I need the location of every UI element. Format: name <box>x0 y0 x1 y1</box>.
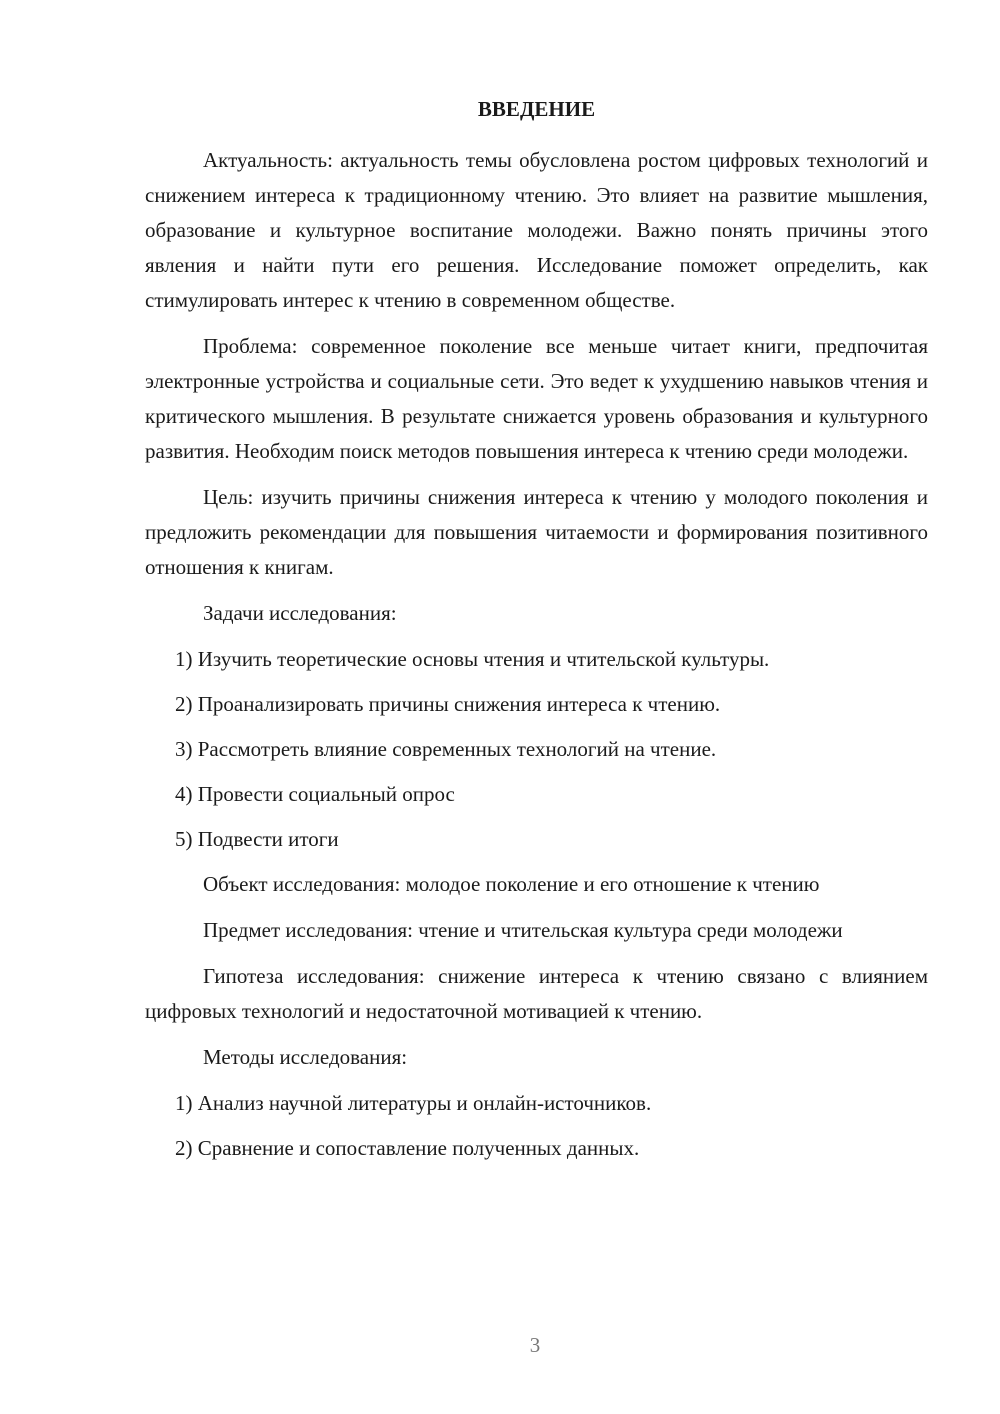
problem-paragraph: Проблема: современное поколение все меньше читает книги, предпочитая электронные устройства и социальные сети. Это ведет к ухудшению навыков чтения и критического мышления. В результате снижается уровень образования и культурного развития. Необходим поиск методов повышения интереса к чтению среди молодежи. <box>145 334 928 463</box>
methods-list <box>145 1086 928 1166</box>
page-number: 3 <box>529 1333 541 1357</box>
object-paragraph: Объект исследования: молодое поколение и его отношение к чтению <box>203 872 820 896</box>
tasks-label: Задачи исследования: <box>203 601 397 625</box>
list-item: 2) Проанализировать причины снижения интереса к чтению. <box>175 692 721 716</box>
list-item: 1) Изучить теоретические основы чтения и чтительской культуры. <box>175 647 770 671</box>
goal-paragraph: Цель: изучить причины снижения интереса к чтению у молодого поколения и предложить рекомендации для повышения читаемости и формирования позитивного отношения к книгам. <box>145 485 928 579</box>
list-item: 3) Рассмотреть влияние современных технологий на чтение. <box>175 737 717 761</box>
document-page <box>145 94 928 1176</box>
methods-label: Методы исследования: <box>203 1045 408 1069</box>
list-item: 4) Провести социальный опрос <box>175 782 455 806</box>
tasks-list <box>145 642 928 857</box>
list-item: 5) Подвести итоги <box>175 827 339 851</box>
subject-paragraph: Предмет исследования: чтение и чтительская культура среди молодежи <box>203 918 843 942</box>
relevance-paragraph: Актуальность: актуальность темы обусловлена ростом цифровых технологий и снижением интереса к традиционному чтению. Это влияет на развитие мышления, образование и культурное воспитание молодежи. Важно понять причины этого явления и найти пути его решения. Исследование поможет определить, как стимулировать интерес к чтению в современном обществе. <box>145 148 928 312</box>
page-title: ВВЕДЕНИЕ <box>477 97 596 121</box>
list-item: 2) Сравнение и сопоставление полученных данных. <box>175 1136 640 1160</box>
hypothesis-paragraph: Гипотеза исследования: снижение интереса к чтению связано с влиянием цифровых технологий и недостаточной мотивацией к чтению. <box>145 964 928 1023</box>
list-item: 1) Анализ научной литературы и онлайн-источников. <box>175 1091 652 1115</box>
